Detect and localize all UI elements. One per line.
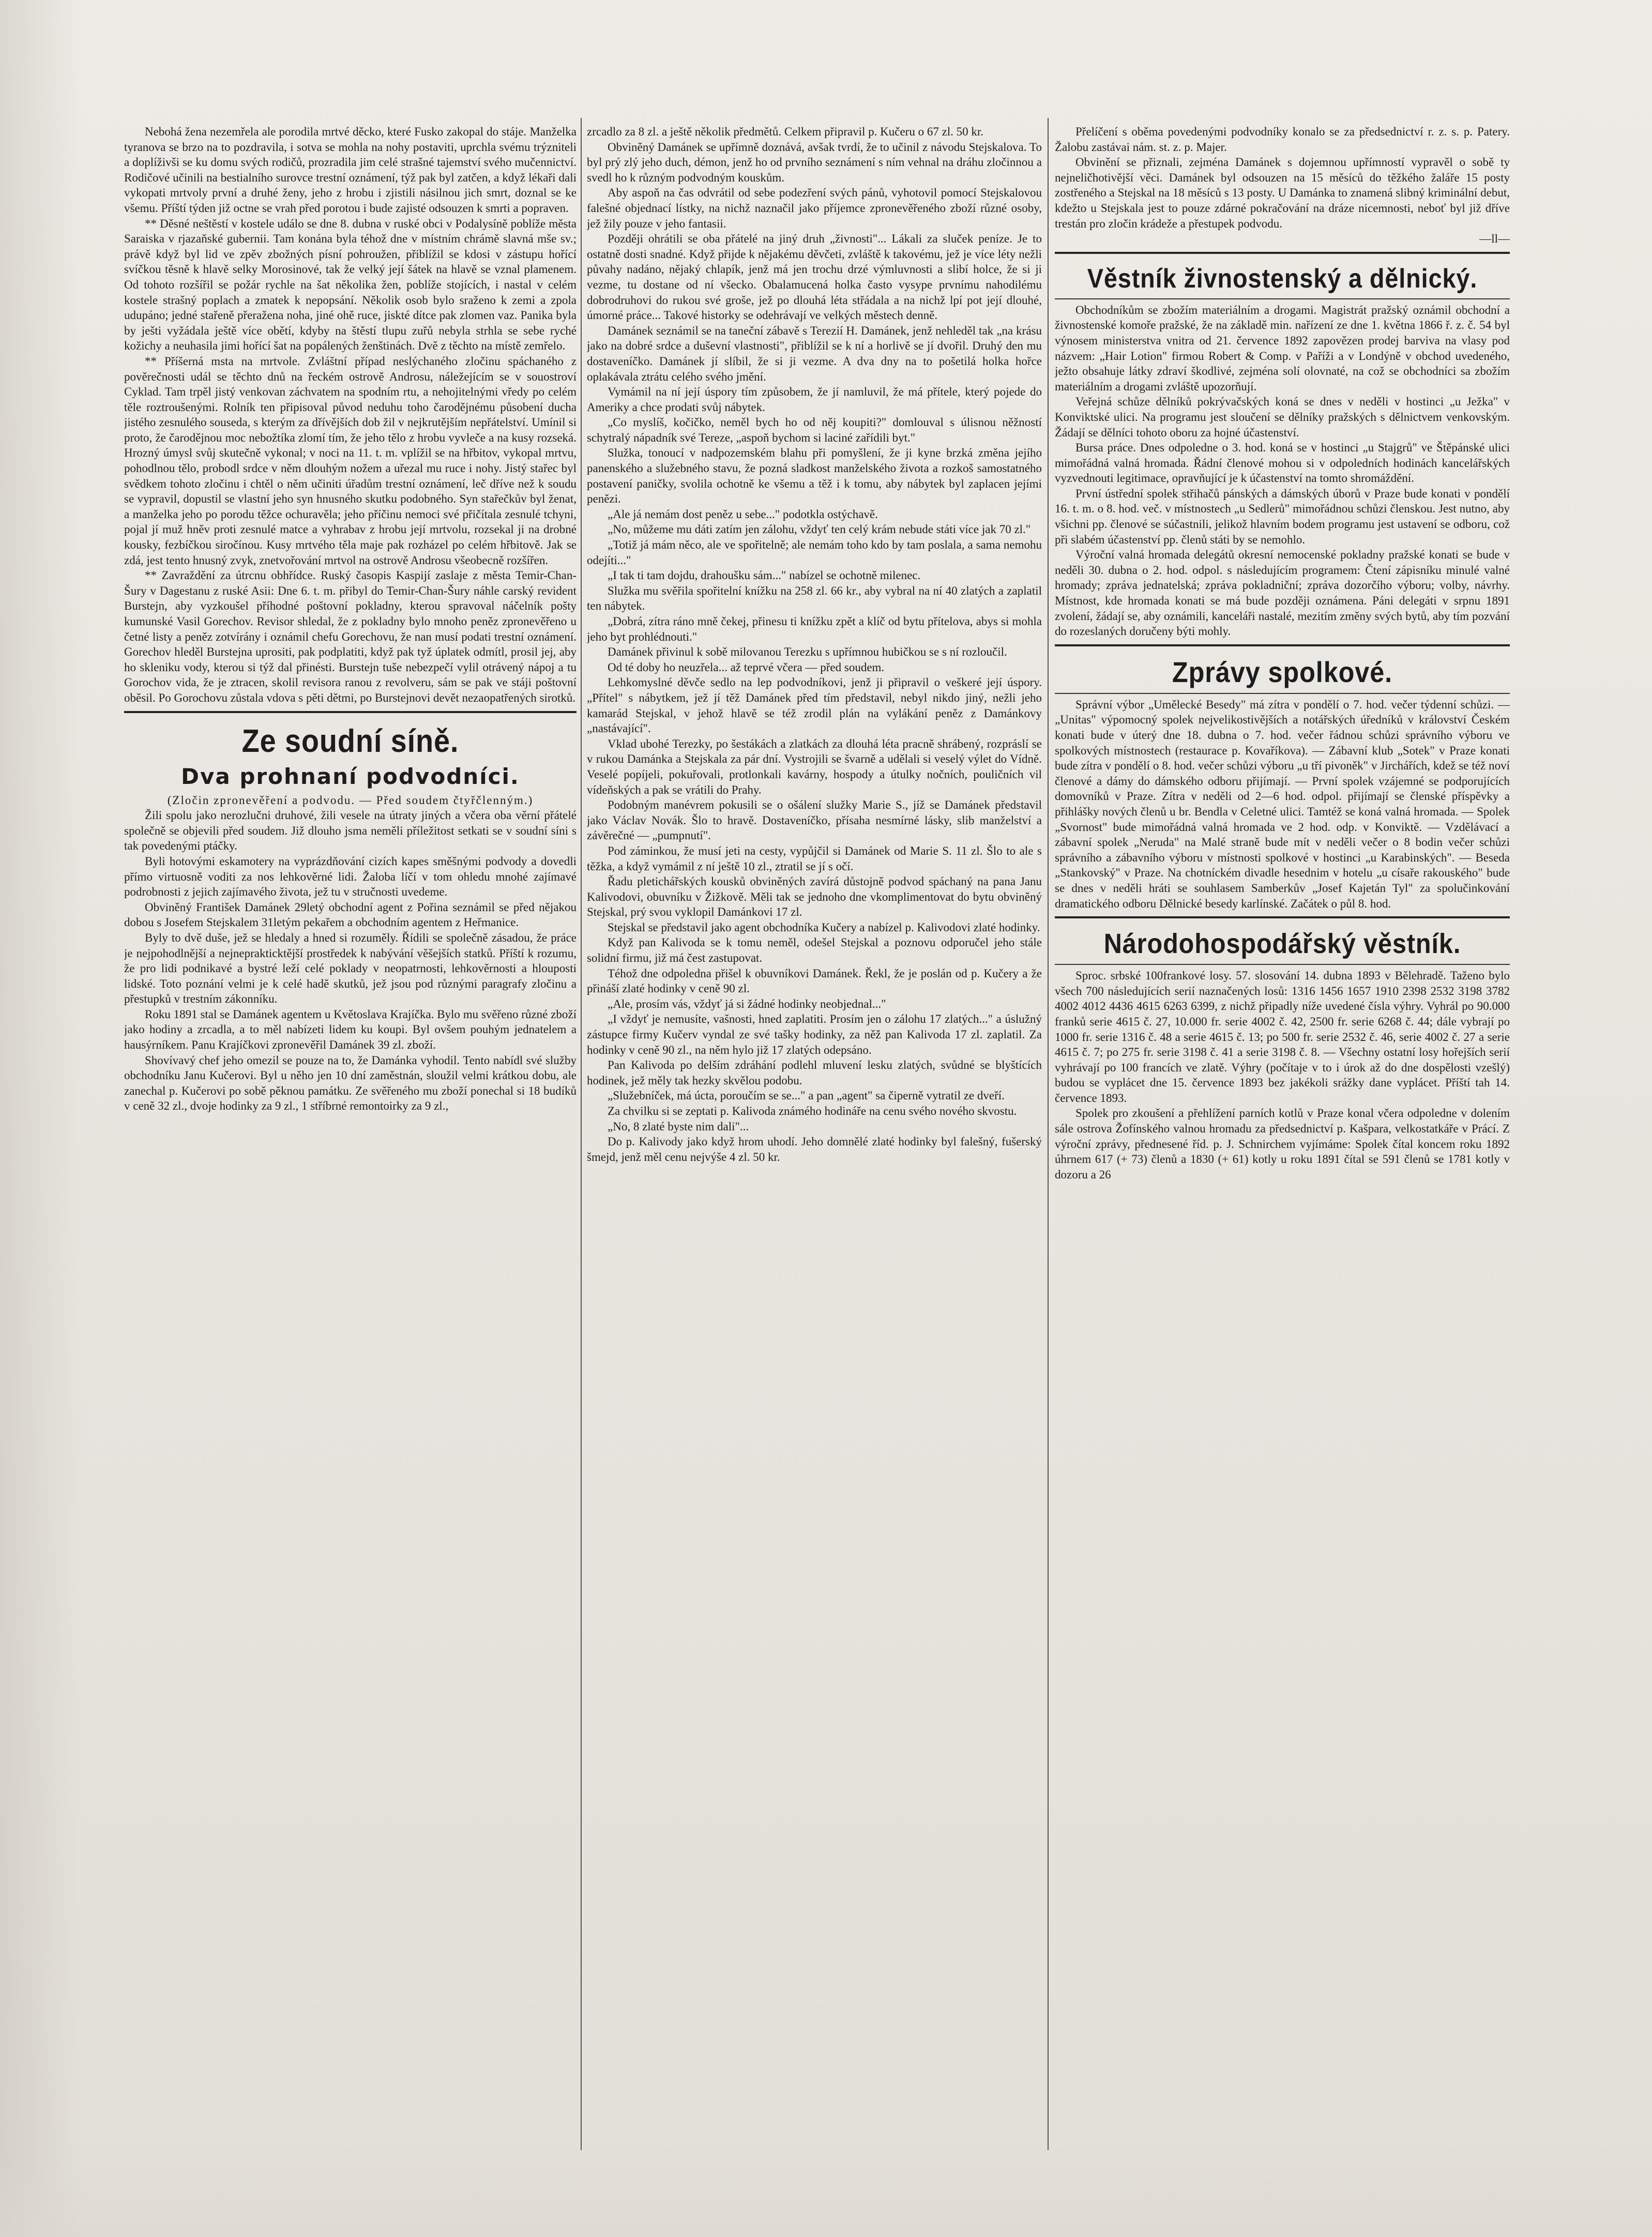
article-paragraph: Za chvilku si se zeptati p. Kalivoda známého hodináře na cenu svého nového skvostu. bbox=[608, 1105, 1017, 1117]
article-paragraph: Aby aspoň na čas odvrátil od sebe podezření svých pánů, vyhotovil pomocí Stejskalovou falešné objednací lístky, na nichž naznačil jako příjemce zpronevěřeného zboží různé osoby, jež žily pouze v jeho fantasii. bbox=[587, 186, 1042, 230]
news-item-andros: ** Příšerná msta na mrtvole. Zvláštní případ neslýchaného zločinu spáchaného z pověrečnosti udál se těchto dnů na řeckém ostrově Androsu, náležejícím se v souostroví Cyklad. Tam trpěl jistý venkovan záchvatem na spodním rtu, a nehojitelnými vředy po celém těle roztroušenými. Rolník ten připisoval původ neduhu toho čarodějnému působení ducha jistého zesnulého souseda, s kterým za dřívějších dob žil v nejkrutějším nepřátelství. Umínil si proto, že čarodějnou moc nebožtíka zlomí tím, že jeho tělo z hrobu vyvleče a na kusy rozseká. Hrozný úmysl svůj skutečně vykonal; v noci na 11. t. m. vplížil se na hřbitov, vykopal mrtvu, pohodlnou tělo, probodl srdce v něm dlouhým nožem a uřezal mu ruce i nohy. Jistý stařec byl svědkem tohoto zločinu i chtěl o něm učiniti úřadům trestní oznámení, leč dříve než k soudu se vypravil, dopustil se vlastní jeho syn hnusného skutku podobného. Syn stařečkův byl ženat, a manželka jeho po porodu těžce ochuravěla; jeho příčinu nemoci své přičítala zesnulé tchyni, pojal jí muž hněv proti zesnulé matce a vyhrabav z hrobu její mrtvolu, rozsekal ji na drobné kousky, fezbíčkou siročínou. Kusy mrtvého těla maje pak rozházel po celém hřbitově. Jak se zdá, jest tento hnusný zvyk, znetvořování mrtvol na ostrově Androsu všeobecně rozšířen. bbox=[124, 354, 577, 567]
article-subtitle: (Zločin zpronevěření a podvodu. — Před soudem čtyřčlenným.) bbox=[167, 793, 534, 807]
article-paragraph: „Ale, prosím vás, vždyť já si žádné hodinky neobjednal..." bbox=[608, 997, 886, 1010]
news-item-clubs: Správní výbor „Umělecké Besedy" má zítra v pondělí o 7. hod. večer týdenní schůzi. — „Unitas" výpomocný spolek nejvelikostivějších a notářských úředníků v království Českém konati bude v úterý dne 18. dubna o 7. hod. večer řádnou schůzi správního výboru ve spolkových místnostech (restaurace p. Kovaříkova). — Zábavní klub „Sotek" v Praze konati bude zítra v pondělí o 8. hod. večer schůzi výboru „u tří pivoněk" v Jirchářích, kdež se též noví členové a dámy do dámského odboru přijímají. — První spolek vzájemné se podporujících domovníků v Praze. Zítra v neděli od 2—6 hod. odpol. přijímají se členské příspěvky a přihlášky nových členů u br. Bendla v Celetné ulici. Tamtéž se koná valná hromada. — Spolek „Svornost" bude mimořádná valná hromada ve 2 hod. odp. v Konviktě. — Vzdělávací a zábavní spolek „Neruda" na Malé straně bude mít v neděli večer o 8 bodin večer schůzi správního a zábavního výboru v místnosti spolkové v hostinci „u Karabinských". — Beseda „Stankovský" v Praze. Na chotníckém divadle hesednim v hotelu „u císaře rakouského" bude se dnes v neděli hráti se souhlasem Samberkův „Josef Kajetán Tyl" za spolučinkování dramatického odboru Dělnické besedy karlínské. Začátek o půl 8. hod. bbox=[1055, 698, 1510, 910]
section-title-clubs: Zprávy spolkové. bbox=[1172, 655, 1393, 688]
news-item-lottery: Sproc. srbské 100frankové losy. 57. slosování 14. dubna 1893 v Bělehradě. Taženo bylo všech 700 následujících serií naznačených losů: 1316 1456 1657 1910 2398 2532 3198 3782 4002 4012 4436 4615 6263 6399, z nichž připadly níže uvedené čísla výhry. Vyhrál po 90.000 franků serie 4615 č. 27, 10.000 fr. serie 4002 č. 42, 2500 fr. serie 6268 č. 44; dále vybrají po 1000 fr. serie 1316 č. 48 a serie 4615 č. 13; po 500 fr. serie 2532 č. 46, serie 4002 č. 27 a serie 4615 č. 7; po 275 fr. serie 3198 č. 41 a serie 3198 č. 8. — Všechny ostatní losy hořejších serií vyhrávají po 100 francích ve zlatě. Výhry (počítaje v to i úrok až do dne dospělosti vzešlý) budou se vyplácet dne 15. července 1893 bez jakékoli srážky dane vyplácet. Příští tah 14. července 1893. bbox=[1055, 969, 1510, 1105]
article-paragraph: Pan Kalivoda po delším zdráhání podlehl mluvení lesku zlatých, svůdné se blyštících hodinek, jež měly tak hezky skvělou podobu. bbox=[587, 1059, 1042, 1087]
article-paragraph: „Co myslíš, kočičko, neměl bych ho od něj koupiti?" domlouval s úlisnou něžností schytralý nápadník své Tereze, „aspoň bychom si laciné zařídili byt." bbox=[587, 416, 1042, 444]
section-divider bbox=[1055, 964, 1510, 965]
column-divider bbox=[1048, 118, 1049, 2150]
article-paragraph: „I vždyť je nemusíte, vašnosti, hned zaplatiti. Prosím jen o zálohu 17 zlatých..." a úslužný zástupce firmy Kučerv vyndal ze své tašky hodinky, za něž pan Kalivoda 17 zl. zaplatil. Za hodinky v ceně 90 zl., na něm hylo již 17 zlatých odepsáno. bbox=[587, 1012, 1042, 1056]
column-1 bbox=[124, 124, 577, 2193]
news-item-roofers: Veřejná schůze dělníků pokrývačských koná se dnes v neděli v hostinci „u Ježka" v Konviktské ulici. Na programu jest sloučení se dělníky pražských s dělnictvem venkovským. Žádají se dělníci tohoto oboru za hojné účastenství. bbox=[1055, 395, 1510, 439]
article-paragraph: Pod záminkou, že musí jeti na cesty, vypůjčil si Damánek od Marie S. 11 zl. Šlo to ale s těžka, a když vymámil z ní ještě 10 zl., ztratil se jí s očí. bbox=[587, 844, 1042, 873]
article-paragraph: Stejskal se představil jako agent obchodníka Kučery a nabízel p. Kalivodovi zlaté hodinky. bbox=[608, 920, 1040, 934]
section-title-economy: Národohospodářský věstník. bbox=[1103, 928, 1461, 960]
section-divider bbox=[124, 711, 577, 713]
article-paragraph: Podobným manévrem pokusili se o ošálení služky Marie S., jíž se Damánek představil jako Václav Novák. Šlo to hravě. Dostaveníčko, přísaha nesmírné lásky, slib manželství a závěrečné — „pumpnutí". bbox=[587, 798, 1042, 842]
article-paragraph: Do p. Kalivody jako když hrom uhodí. Jeho domnělé zlaté hodinky byl falešný, fušerský šmejd, jenž měl cenu nejvýše 4 zl. 50 kr. bbox=[587, 1135, 1042, 1163]
article-paragraph: Služka, tonoucí v nadpozemském blahu při pomyšlení, že ji kyne brzká změna jejího panenského a služebného stavu, že pozná sladkost manželského života a rozkoš samostatného postavení paničky, svolila ochotně ke všemu a těž i k tomu, aby nábytek byl zaplacen jejími penězi. bbox=[587, 446, 1042, 506]
column-divider bbox=[581, 118, 582, 2150]
section-divider bbox=[1055, 298, 1510, 299]
article-paragraph: Byli hotovými eskamotery na vyprázdňování cizích kapes směšnými podvody a dovedli přímo virtuosně voditi za nos lehkověrné lidi. Žaloba líčí v tom ohledu mnohé zajímavé podrobnosti z jejich zajímavého života, jež tu v stručnosti uvedeme. bbox=[124, 854, 577, 899]
article-paragraph: Byly to dvě duše, jež se hledaly a hned si rozuměly. Řídili se společně zásadou, že práce je nejpohodlnější a nejneprakticktější prostředek k nabývání věšejších statků. Příští k rozumu, že pro lidi podnikavé a bystré leží celé poklady v neopatrnosti, lehkověrnosti a hlouposti lidské. Toto poznání velmi je k celé hadě skutků, jež jsou pod různými paragrafy zločinu a přestupků v trestním zákonníku. bbox=[124, 931, 577, 1006]
article-paragraph: Později ohrátili se oba přátelé na jiný druh „živnosti"... Lákali za sluček peníze. Je to ostatně dosti snadné. Když přijde k nějakému děvčeti, zvláště k takovému, jež je více léty nežli půvahy nadáno, nějaký chlapík, jenž má jen trochu drzé výmluvnosti a slibí holce, že si ji vezme, tu dostane od ní všecko. Obalamucená holka často vysype prvnímu nahodilému dobrodruhovi do rukou své groše, jež po dlouhá léta střádala a na nichž lpí pot její dlouhé, úmorné práce... Takové historky se odehrávají ve velkých městech denně. bbox=[587, 232, 1042, 322]
article-paragraph: „Služebníček, má úcta, poroučím se se..." a pan „agent" sa čiperně vytratil ze dveří. bbox=[608, 1089, 1005, 1102]
section-divider bbox=[1055, 693, 1510, 694]
column-3 bbox=[1055, 124, 1510, 2193]
article-paragraph: Téhož dne odpoledna přišel k obuvníkovi Damánek. Řekl, že je poslán od p. Kučery a že přináší zlaté hodinky v ceně 90 zl. bbox=[587, 966, 1042, 995]
news-item-labor-exchange: Bursa práce. Dnes odpoledne o 3. hod. koná se v hostinci „u Stajgrů" ve Štěpánské ulici mimořádná valná hromada. Řádní členové mohou si v odpoledních hodinách kancelářských vyzvednouti legitimace, opravňující je k účastenství na tomto shromáždění. bbox=[1055, 441, 1510, 485]
article-paragraph: „Dobrá, zítra ráno mně čekej, přinesu ti knížku zpět a klíč od bytu přítelova, abys si mohla jeho byt prohlédnouti." bbox=[587, 615, 1042, 643]
article-paragraph: Lehkomyslné děvče sedlo na lep podvodníkovi, jenž ji připravil o veškeré její úspory. „Přítel" s nábytkem, jež jí těž Damánek před tím představil, nebyl nikdo jiný, nežli jeho kamarád Stejskal, v jehož hlavě se též zrodil plán na vylákání peněz z Damánkovy „nastávající". bbox=[587, 676, 1042, 735]
author-sign: —ll— bbox=[1479, 232, 1510, 246]
news-item-tailors: První ústřední spolek střihačů pánských a dámských úborů v Praze bude konati v pondělí 16. t. m. o 8. hod. več. v místnostech „u Sedlerů" mimořádnou schůzi členskou. Jest nutno, aby všichni pp. členové se súčastnili, jelikož hlavním bodem programu jest ustavení se odboru, což při slabém účastenství pp. členů státi by se nemohlo. bbox=[1055, 487, 1510, 546]
scan-edge-shadow bbox=[0, 0, 83, 2237]
article-paragraph: „Totiž já mám něco, ale ve spořitelně; ale nemám toho kdo by tam poslala, a sama nemohu odejíti..." bbox=[587, 538, 1042, 567]
scan-bottom-shade bbox=[0, 2144, 1652, 2237]
section-divider bbox=[1055, 252, 1510, 254]
news-item-boilers: Spolek pro zkoušení a přehlížení parních kotlů v Praze konal včera odpoledne v dolením sále ostrova Žofínského valnou hromadu za předsednictví p. Kašpara, velkostatkáře v Prácí. Z výroční zprávy, přednesené říd. p. J. Schnirchem vyjímáme: Spolek čítal koncem roku 1892 úhrnem 617 (+ 73) členů a 1830 (+ 61) kotly u roku 1891 čítal se 591 členů se 1781 kotly v dozoru a 26 bbox=[1055, 1107, 1510, 1181]
article-paragraph: Služka mu svěřila spořitelní knížku na 258 zl. 66 kr., aby vybral na ní 40 zlatých a zaplatil ten nábytek. bbox=[587, 584, 1042, 613]
article-paragraph: Žili spolu jako nerozlučni druhové, žili vesele na útraty jiných a včera oba věrní přátelé společně se objevili před soudem. Již dlouho jsma neměli příležitost setkati se v soudní síni s tak povedenými ptáčky. bbox=[124, 809, 577, 853]
article-paragraph: Vymámil na ní její úspory tím způsobem, že jí namluvil, že má přítele, který pojede do Ameriky a chce prodati svůj nábytek. bbox=[587, 385, 1042, 414]
section-divider bbox=[1055, 916, 1510, 918]
article-paragraph: Vklad ubohé Terezky, po šestákách a zlatkách za dlouhá léta pracně shrábený, rozpráslí se v rukou Damánka a Stejskala za pár dní. Vystrojili se švarně a udělali si veselý výlet do Vídně. Veselé popíjeli, pokuřovali, protlonkali kavárny, hospody a útulky nočních, pouličních vil vídeňských a pak se vrátili do Prahy. bbox=[587, 737, 1042, 796]
article-paragraph: „Ale já nemám dost peněz u sebe..." podotkla ostýchavě. bbox=[608, 507, 878, 521]
article-paragraph: zrcadlo za 8 zl. a ještě několik předmětů. Celkem připravil p. Kučeru o 67 zl. 50 kr. bbox=[587, 125, 984, 138]
article-paragraph: „I tak ti tam dojdu, drahoušku sám..." nabízel se ochotně milenec. bbox=[608, 569, 921, 582]
article-paragraph: Přelíčení s oběma povedenými podvodníky konalo se za předsednictví r. z. s. p. Patery. Žalobu zastávai nám. st. z. p. Majer. bbox=[1055, 125, 1510, 154]
article-paragraph: Damánek přivinul k sobě milovanou Terezku s upřímnou hubičkou se s ní rozloučil. bbox=[608, 645, 1007, 659]
news-item-drugs: Obchodníkům se zbožím materiálním a drogami. Magistrát pražský oznámil obchodní a živnostenské komoře pražské, že na základě min. nařízení ze dne 1. května 1866 ř. z. č. 54 byl výnosem ministerstva vnitra od 21. července 1892 zapovězen prodej barviva na vlasy pod názvem: „Hair Lotion" firmou Robert & Comp. v Paříži a v Londýně v obchod uvedeného, ježto obsahuje látky zdraví škodlivé, zejména solí olovnaté, na což se obchodníci sa zbožím materiálním a drogami zvláště upozorňují. bbox=[1055, 303, 1510, 393]
news-item-murder: ** Zavraždění za útrcnu obhřídce. Ruský časopis Kaspijí zaslaje z města Temir-Chan-Šury v Dagestanu z ruské Asii: Dne 6. t. m. přibyl do Temir-Chan-Šury náhle carský revident Burstejn, aby vyzkoušel příhodné poštovní pokladny, kterou spravoval náčelník pošty kumunské Vasil Gorechov. Revisor shledal, že z pokladny bylo mnoho peněz zpronevěřeno u četné listy a peněz zotvírány i oznámil chefu Gorechovu, že nan musí podati trestní oznámení. Gorechov hleděl Burstejna uprositi, pak podplatiti, když pak tyž úplatek odmítl, prosil jej, aby ho skleniku vody, kterou si týž dal přinésti. Burstejn tuše nebezpečí vylil otrávený nápoj a tu Gorochov vida, že je ztracen, skolil revisora ranou z revolveru, sám se pak ve stáji poštovní oběsil. Po Gorochovu zůstala vdova s pěti dětmi, po Burstejnovi devět nezaopatřených sirotků. bbox=[124, 569, 577, 704]
article-paragraph: Roku 1891 stal se Damánek agentem u Květoslava Krajíčka. Bylo mu svěřeno různé zboží jako hodiny a zrcadla, a to měl nabízeti lidem ku koupi. Byl ovšem pouhým jednatelem a hausýrníkem. Panu Krajíčkovi zpronevěřil Damánek 39 zl. zboží. bbox=[124, 1007, 577, 1052]
news-item-sick-fund: Výroční valná hromada delegátů okresní nemocenské pokladny pražské konati se bude v neděli 30. dubna o 2. hod. odpol. s následujícím programem: Čtení zápisníku minulé valné hromady; zpráva jednatelská; zpráva pokladniční; zpráva dozorčího výboru; volby, návrhy. Místnost, kde hromada konati se má bude později oznámena. Páni delegáti v srpnu 1891 zvolení, žádají se, aby oznámili, kanceláři nastalé, mezitím změny svých bytů, aby tím pozvání do rozeslaných doručeny býti mohly. bbox=[1055, 548, 1510, 638]
article-paragraph: „No, 8 zlaté byste nim dali"... bbox=[608, 1120, 749, 1133]
section-title-court: Ze soudní síně. bbox=[241, 723, 459, 759]
article-paragraph: Když pan Kalivoda se k tomu neměl, odešel Stejskal a poznovu odporučel jeho stále solidní firmu, již má čest zastupovat. bbox=[587, 936, 1042, 965]
article-paragraph: Obviněný Damánek se upřímně doznává, avšak tvrdí, že to učinil z návodu Stejskalova. To byl prý zlý jeho duch, démon, jenž ho od prvního seznámení s ním vehnal na dráhu zločinnou a svedl ho k různým podvodným kouskům. bbox=[587, 140, 1042, 184]
article-paragraph: Obviněný František Damánek 29letý obchodní agent z Pořina seznámil se před nějakou dobou s Josefem Stejskalem 31letým pekařem a obchodním agentem z Heřmanice. bbox=[124, 900, 577, 929]
article-title: Dva prohnaní podvodníci. bbox=[181, 763, 520, 789]
news-item-church-fire: ** Děsné neštěstí v kostele událo se dne 8. dubna v ruské obci v Podalysíně poblíže města Saraiska v rjazaňské gubernii. Tam konána byla téhož dne v místním chrámě slavná mše sv.; právě když byl lid ve zpěv zbožných písní pohroužen, přiblížil se kdosi v zástupu hořící svíčkou těsně k hlavě selky Morosinové, tak že velký její šátek na hlavě se vznal plamenem. Od tohoto rozšířil se požár rychle na šat několika žen, poblíže stojících, i nastal v celém kostele strašný poplach a zmatek k nepopsání. Několik osob bylo sraženo k zemi a zpola udupáno; jedné stařeně přeražena noha, jiné ohě ruce, jiskté dítce pak zlomen vaz. Panika byla by ješti vyžádala ještě více obětí, kdyby na štěstí tlupu zuřů nebyla strhla se sebe ryché kožichy a neuhasila jimi hořící šat na popálených ženštinách. Dvě z těchto na místě zemřelo. bbox=[124, 217, 577, 353]
article-paragraph: „No, můžeme mu dáti zatím jen zálohu, vždyť ten celý krám nebude státi více jak 70 zl." bbox=[608, 523, 1031, 536]
article-paragraph: Řadu pletichářských kousků obviněných zavírá důstojně podvod spáchaný na pana Janu Kalivodovi, obuvníku v Žižkově. Měli tak se jednoho dne vkomplimentovat do bytu obviněný Stejskal, prý svou vyklopil Damánkovi 17 zl. bbox=[587, 875, 1042, 919]
article-paragraph: Od té doby ho neuzřela... až teprvé včera — před soudem. bbox=[608, 660, 885, 674]
section-divider bbox=[1055, 644, 1510, 646]
article-paragraph: Obvinění se přiznali, zejména Damánek s dojemnou upřímností vypravěl o sobě ty nejneličhotivější věci. Damánek byl odsouzen na 15 měsíců do těžkého žaláře 15 posty zostřeného a Stejskal na 18 měsíců s 13 posty. U Damánka to znamená slibný kriminální debut, kdežto u Stejskala jest to pouze zdárné pokračování na dráze nicemnosti, neboť byl již dříve trestán pro zločin krádeže a přestupek podvodu. bbox=[1055, 156, 1510, 230]
section-title-trade: Věstník živnostenský a dělnický. bbox=[1087, 263, 1478, 294]
article-paragraph: Nebohá žena nezemřela ale porodila mrtvé děcko, které Fusko zakopal do stáje. Manželka tyranova se brzo na to pozdravila, i sotva se mohla na nohy postaviti, uprchla svému trýzniteli a doplíživši se ku domu svých rodičů, prozradila jim celé strašné tajemství svého mučennictví. Rodičové učinili na bestialního surovce trestní oznámení, týž pak byl zatčen, a když lékaři dali vykopati mrtvoly první a druhé ženy, jeho z hrobu i zjistili násilnou jich smrt, doznal se ke všemu. Příští týden již octne se vrah před porotou i bude zajisté odsouzen k smrti a popraven. bbox=[124, 125, 577, 215]
article-paragraph: Shovívavý chef jeho omezil se pouze na to, že Damánka vyhodil. Tento nabídl své služby obchodníku Janu Kučerovi. Byl u něho jen 10 dní zaměstnán, sloužil velmi krátkou dobu, ale zanechal p. Kučerovi po sobě pěknou památku. Ze svěřeného mu zboží ponechal si 18 budíků v ceně 32 zl., dvoje hodinky za 9 zl., 1 stříbrné remontoirky za 9 zl., bbox=[124, 1053, 577, 1113]
article-paragraph: Damánek seznámil se na taneční zábavě s Terezií H. Damánek, jenž nehleděl tak „na krásu jako na dobré srdce a duševní vlastnosti", přiblížil se k ní a horlivě se jí dvořil. Druhý den mu dostaveníčko. Damánek jí slíbil, že si ji vezme. A dva dny na to pošetilá holka hořce oplakávala ztrátu celého svého jmění. bbox=[587, 324, 1042, 383]
column-2 bbox=[587, 124, 1042, 2193]
